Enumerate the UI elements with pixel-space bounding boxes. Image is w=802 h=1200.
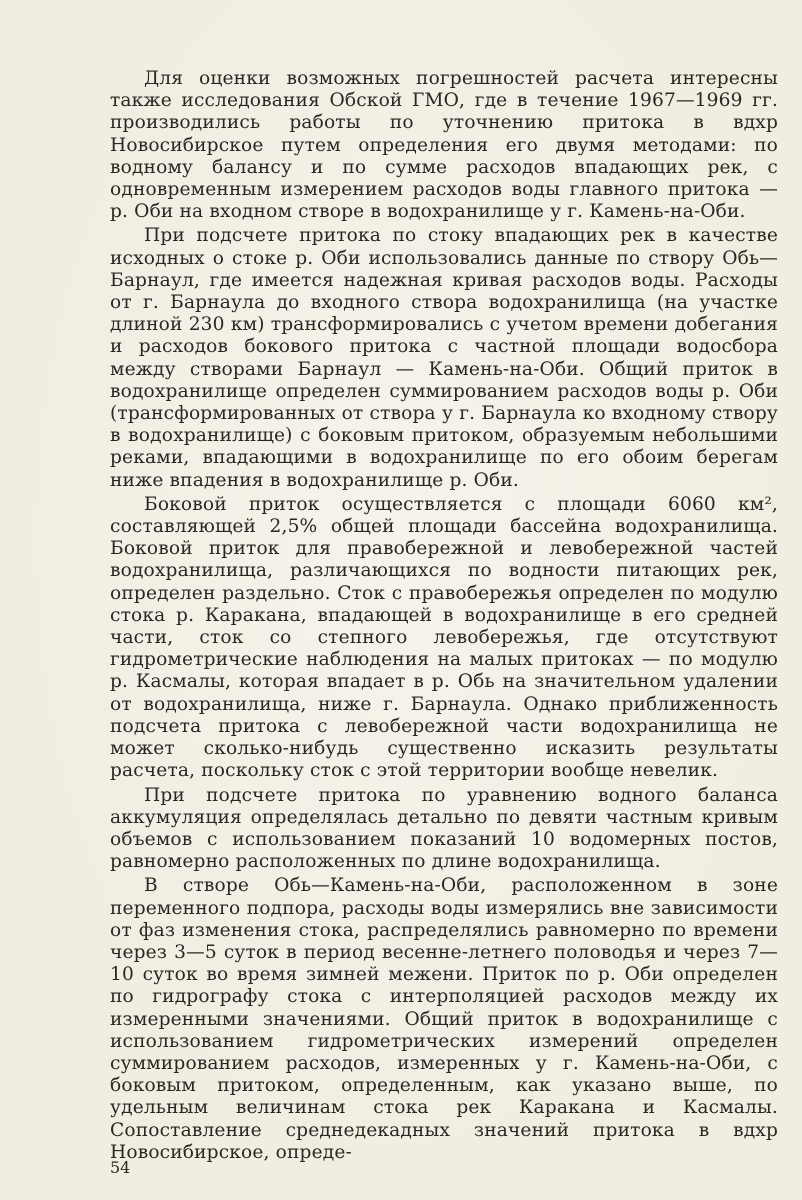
- page-number: 54: [110, 1158, 131, 1177]
- paragraph-3: Боковой приток осуществляется с площади 6060 км², составляющей 2,5% общей площади бассейна водохранилища. Боковой приток для правобережной и левобережной частей водохранилища, различающихся по водности питающих рек, определен раздельно. Сток с правобережья определен по модулю стока р. Каракана, впадающей в водохранилище в его средней части, сток со степного левобережья, где отсутствуют гидрометрические наблюдения на малых притоках — по модулю р. Касмалы, которая впадает в р. Обь на значительном удалении от водохранилища, ниже г. Барнаула. Однако приближенность подсчета притока с левобережной части водохранилища не может сколько-нибудь существенно исказить результаты расчета, поскольку сток с этой территории вообще невелик.: [110, 493, 778, 782]
- body-text: [110, 68, 778, 1166]
- paragraph-1: Для оценки возможных погрешностей расчета интересны также исследования Обской ГМО, где в течение 1967—1969 гг. производились работы по уточнению притока в вдхр Новосибирское путем определения его двумя методами: по водному балансу и по сумме расходов впадающих рек, с одновременным измерением расходов воды главного притока — р. Оби на входном створе в водохранилище у г. Камень-на-Оби.: [110, 68, 778, 223]
- paragraph-4: При подсчете притока по уравнению водного баланса аккумуляция определялась детально по девяти частным кривым объемов с использованием показаний 10 водомерных постов, равномерно расположенных по длине водохранилища.: [110, 784, 778, 873]
- paragraph-2: При подсчете притока по стоку впадающих рек в качестве исходных о стоке р. Оби использовались данные по створу Обь—Барнаул, где имеется надежная кривая расходов воды. Расходы от г. Барнаула до входного створа водохранилища (на участке длиной 230 км) трансформировались с учетом времени добегания и расходов бокового притока с частной площади водосбора между створами Барнаул — Камень-на-Оби. Общий приток в водохранилище определен суммированием расходов воды р. Оби (трансформированных от створа у г. Барнаула ко входному створу в водохранилище) с боковым притоком, образуемым небольшими реками, впадающими в водохранилище по его обоим берегам ниже впадения в водохранилище р. Оби.: [110, 225, 778, 491]
- paragraph-5: В створе Обь—Камень-на-Оби, расположенном в зоне переменного подпора, расходы воды измерялись вне зависимости от фаз изменения стока, распределялись равномерно по времени через 3—5 суток в период весенне-летнего половодья и через 7—10 суток во время зимней межени. Приток по р. Оби определен по гидрографу стока с интерполяцией расходов между их измеренными значениями. Общий приток в водохранилище с использованием гидрометрических измерений определен суммированием расходов, измеренных у г. Камень-на-Оби, с боковым притоком, определенным, как указано выше, по удельным величинам стока рек Каракана и Касмалы. Сопоставление среднедекадных значений притока в вдхр Новосибирское, опреде-: [110, 875, 778, 1163]
